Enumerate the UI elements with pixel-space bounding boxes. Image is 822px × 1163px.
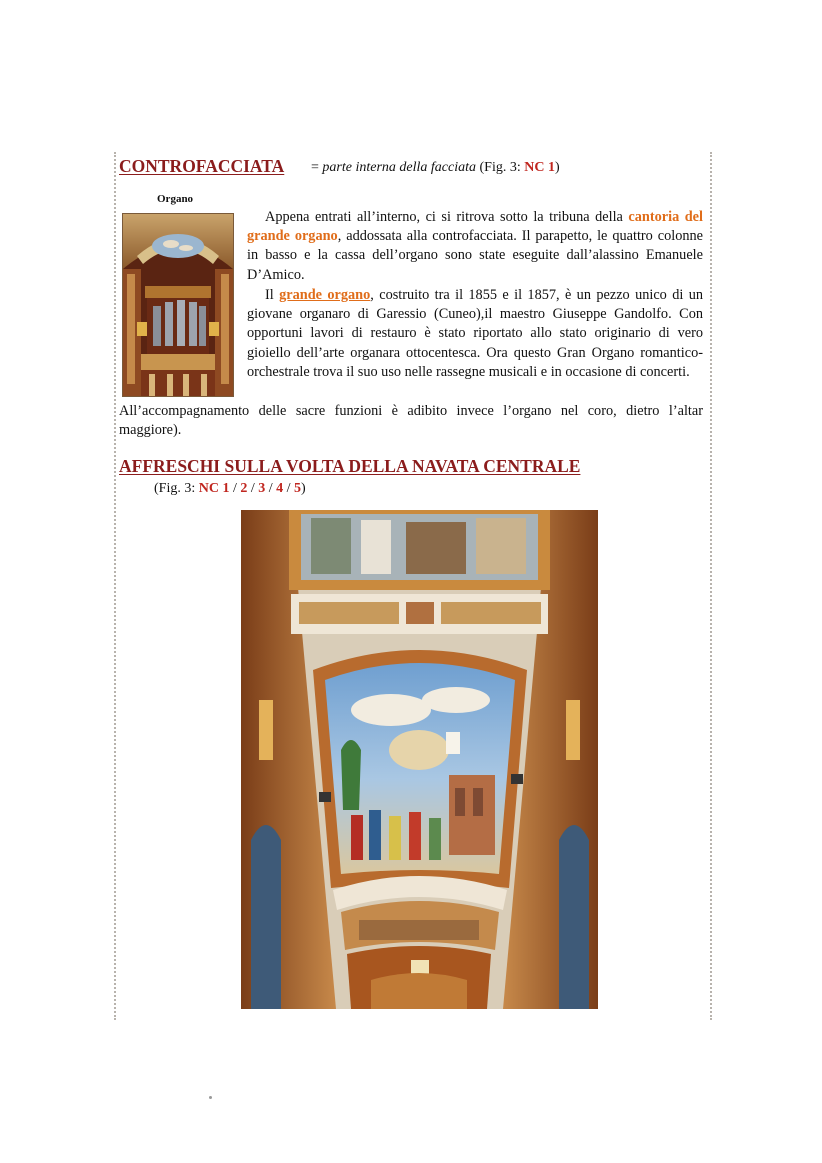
cantoria-highlight: cantoria del grande organo (247, 209, 703, 245)
subtitle-separator: = (311, 160, 323, 175)
nc-link-4[interactable]: 4 (276, 481, 284, 496)
fig-prefix: (Fig. 3: (154, 481, 199, 496)
nc-link-1[interactable]: 1 (222, 481, 230, 496)
fresco-ceiling-photo (241, 510, 598, 1009)
nc-reference-label: NC (198, 481, 219, 496)
section-title-controfacciata: CONTROFACCIATA (119, 156, 285, 176)
nc-separator: / (229, 481, 241, 496)
organ-photo (122, 213, 234, 397)
section-subtitle (311, 160, 560, 176)
paragraph-grande-organo (247, 286, 703, 382)
fig-suffix: ) (301, 481, 306, 496)
subtitle-text: parte interna della facciata (322, 160, 476, 175)
fig-reference-affreschi (154, 481, 306, 497)
nc-separator: / (247, 481, 259, 496)
organ-photo-illustration (123, 214, 233, 396)
fig-prefix: (Fig. 3: (476, 160, 525, 175)
paragraph-accompagnamento: All’accompagnamento delle sacre funzioni è adibito invece l’organo nel coro, dietro l’altar maggiore). (119, 403, 703, 439)
nc-separator: / (283, 481, 295, 496)
organ-image-caption: Organo (157, 193, 194, 205)
paragraph-2-text-a: Il (265, 287, 280, 303)
fig-suffix: ) (554, 160, 560, 175)
grande-organo-link[interactable]: grande organo (279, 287, 371, 303)
fresco-photo-illustration (241, 510, 598, 1009)
paragraph-1-text-b: , addossata alla controfacciata. Il parapetto, le quattro colonne in basso e la cassa dell’organo sono state eseguite dall’alassino Emanuele D’Amico. (247, 228, 704, 283)
nc-link-3[interactable]: 3 (258, 481, 266, 496)
page-speck (209, 1096, 212, 1099)
paragraph-cantoria (247, 208, 703, 285)
nc-link-5[interactable]: 5 (294, 481, 302, 496)
paragraph-1-text-a: Appena entrati all’interno, ci si ritrova sotto la tribuna della (265, 209, 629, 225)
nc-reference-link[interactable]: NC 1 (524, 160, 555, 175)
paragraph-2-text-b: , costruito tra il 1855 e il 1857, è un pezzo unico di un giovane organaro di Garessio (Cuneo),il maestro Giuseppe Gandolfo. Con opportuni lavori di restauro è stato riportato allo stato originario di vero gioiello dell’arte organara ottocentesca. Ora questo Gran Organo romantico-orchestrale trova il suo uso nelle rassegne musicali e in occasione di concerti. (247, 287, 703, 380)
nc-separator: / (265, 481, 277, 496)
section-title-affreschi: AFFRESCHI SULLA VOLTA DELLA NAVATA CENTRALE (119, 456, 581, 476)
nc-link-2[interactable]: 2 (240, 481, 248, 496)
